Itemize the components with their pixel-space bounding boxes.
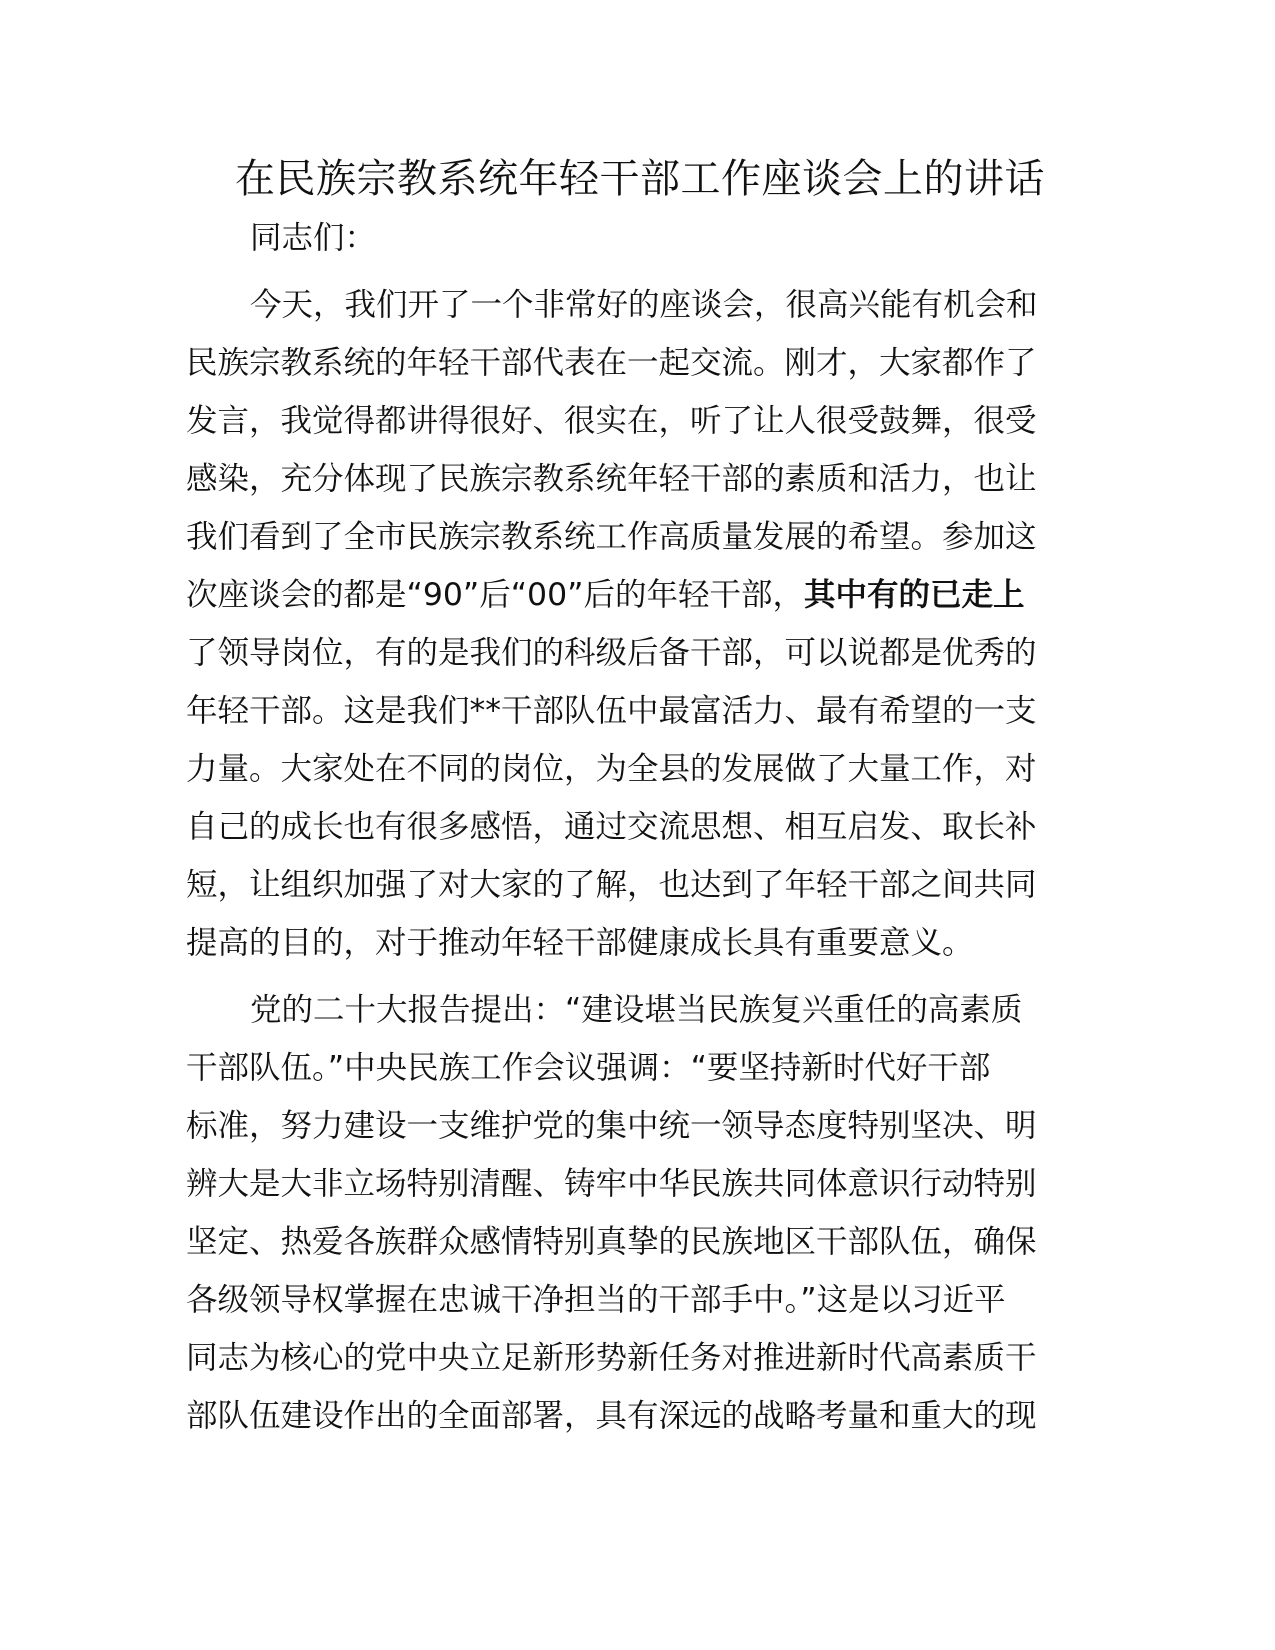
text-line: 感染，充分体现了民族宗教系统年轻干部的素质和活力，也让 [186,461,1037,497]
text-line: 力量。大家处在不同的岗位，为全县的发展做了大量工作，对 [186,751,1037,787]
text-line: 自己的成长也有很多感悟，通过交流思想、相互启发、取长补 [186,809,1037,845]
text-line: 提高的目的，对于推动年轻干部健康成长具有重要意义。 [186,925,974,961]
document-title: 在民族宗教系统年轻干部工作座谈会上的讲话 [235,156,1045,202]
text-line: 同志为核心的党中央立足新形势新任务对推进新时代高素质干 [186,1340,1037,1376]
text-line: 干部队伍。”中央民族工作会议强调：“要坚持新时代好干部 [186,1050,991,1086]
text-line: 民族宗教系统的年轻干部代表在一起交流。刚才，大家都作了 [186,345,1037,381]
salutation: 同志们： [250,220,377,256]
text-line: 短，让组织加强了对大家的了解，也达到了年轻干部之间共同 [186,867,1037,903]
text-line: 发言，我觉得都讲得很好、很实在，听了让人很受鼓舞，很受 [186,403,1037,439]
text-line: 坚定、热爱各族群众感情特别真挚的民族地区干部队伍，确保 [186,1224,1037,1260]
paragraph-2 [186,981,1086,1445]
paragraph-1 [186,276,1086,972]
text-segment: 次座谈会的都是“90”后“00”后的年轻干部， [186,577,804,613]
text-line: 我们看到了全市民族宗教系统工作高质量发展的希望。参加这 [186,519,1037,555]
text-line: 党的二十大报告提出：“建设堪当民族复兴重任的高素质 [250,992,1023,1028]
document-body [186,200,1086,1445]
text-line: 标准，努力建设一支维护党的集中统一领导态度特别坚决、明 [186,1108,1037,1144]
text-line: 辨大是大非立场特别清醒、铸牢中华民族共同体意识行动特别 [186,1166,1037,1202]
bold-text-segment: 其中有的已走上 [803,577,1025,613]
text-line: 年轻干部。这是我们**干部队伍中最富活力、最有希望的一支 [186,693,1037,729]
text-line: 了领导岗位，有的是我们的科级后备干部，可以说都是优秀的 [186,635,1037,671]
text-line [186,566,1086,624]
text-line: 部队伍建设作出的全面部署，具有深远的战略考量和重大的现 [186,1398,1037,1434]
text-line: 今天，我们开了一个非常好的座谈会，很高兴能有机会和 [250,287,1038,323]
text-line: 各级领导权掌握在忠诚干净担当的干部手中。”这是以习近平 [186,1282,1006,1318]
